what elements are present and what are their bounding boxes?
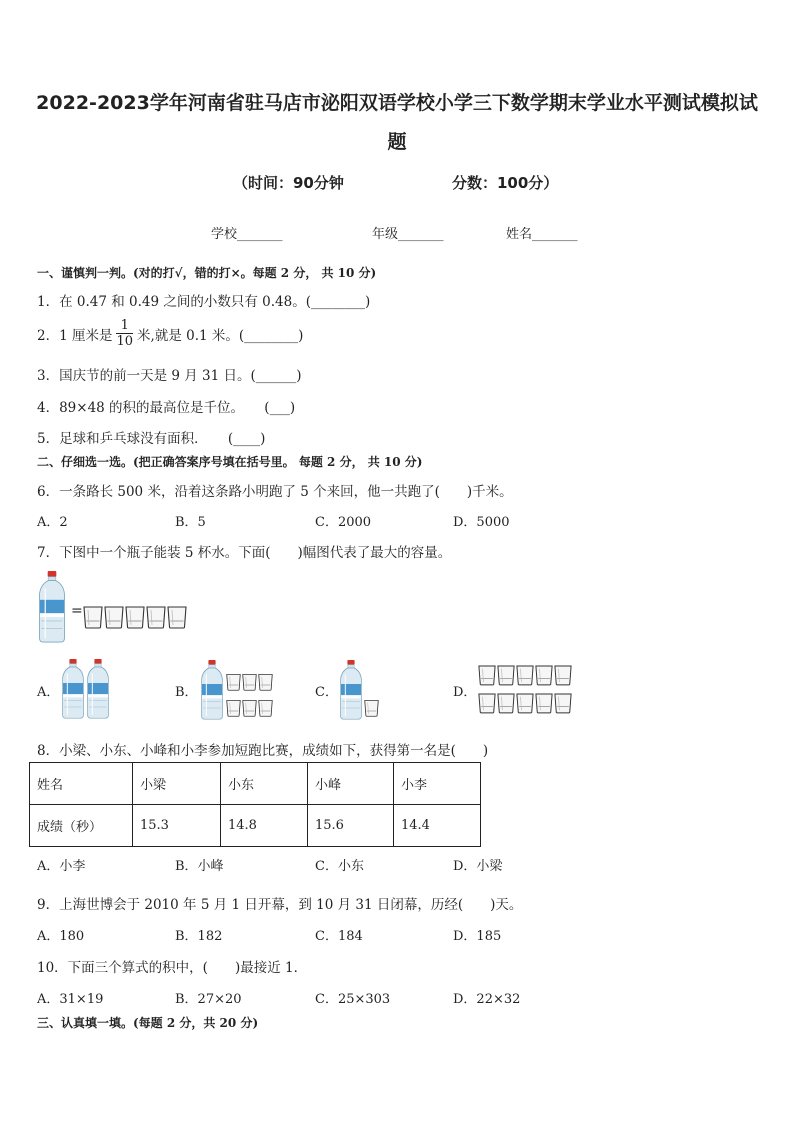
- q10-option-c: C．25×303: [315, 992, 391, 1007]
- q10-option-b: B．27×20: [175, 992, 242, 1007]
- score-label: 分数：100分）: [452, 174, 559, 192]
- table-header-cell: 小李: [394, 763, 481, 805]
- fraction-denominator: 10: [116, 334, 134, 349]
- table-header-cell: 姓名: [30, 763, 133, 805]
- table-cell: 成绩（秒）: [30, 805, 133, 847]
- ten-cups-illustration: [478, 664, 574, 718]
- bottle-equals-five-cups-illustration: [37, 571, 197, 643]
- results-table: [29, 762, 481, 847]
- q7-option-b-image: [198, 659, 278, 725]
- q8-option-d: D．小梁: [453, 859, 503, 874]
- q7-option-a-label: A．: [37, 685, 60, 700]
- page-title-line1: 2022-2023学年河南省驻马店市泌阳双语学校小学三下数学期末学业水平测试模拟试: [36, 92, 758, 114]
- table-cell: 14.8: [221, 805, 308, 847]
- table-header-cell: 小东: [221, 763, 308, 805]
- question-8: 8．小梁、小东、小峰和小李参加短跑比赛，成绩如下，获得第一名是( ): [37, 743, 489, 759]
- q9-option-d: D．185: [453, 929, 502, 944]
- q7-option-c-label: C．: [315, 685, 338, 700]
- table-row: [30, 805, 481, 847]
- equals-sign: =: [71, 603, 83, 619]
- q8-option-b: B．小峰: [175, 859, 224, 874]
- grade-field: 年级_______: [372, 227, 444, 242]
- question-1: 1．在 0.47 和 0.49 之间的小数只有 0.48。(________): [37, 294, 371, 310]
- question-2-post: 米,就是 0.1 米。(________): [137, 327, 304, 344]
- q9-option-c: C．184: [315, 929, 363, 944]
- name-field: 姓名_______: [506, 227, 578, 242]
- q7-option-b-label: B．: [175, 685, 198, 700]
- q6-option-a: A．2: [37, 515, 68, 530]
- q7-option-d-image: [478, 664, 574, 722]
- time-label: （时间：90分钟: [233, 174, 344, 192]
- table-cell: 15.3: [133, 805, 221, 847]
- q8-option-a: A．小李: [37, 859, 86, 874]
- q9-option-a: A．180: [37, 929, 85, 944]
- question-2: [37, 318, 303, 349]
- question-5: 5．足球和乒乓球没有面积． (____): [37, 431, 266, 447]
- q7-reference-image: [37, 571, 197, 647]
- q7-option-a-image: [59, 659, 111, 723]
- bottle-and-one-cup-illustration: [337, 659, 387, 721]
- q7-option-d-label: D．: [453, 685, 477, 700]
- fraction: [116, 318, 133, 349]
- school-field: 学校_______: [211, 227, 283, 242]
- table-cell: 15.6: [308, 805, 394, 847]
- q7-option-c-image: [337, 659, 387, 725]
- table-header-cell: 小峰: [308, 763, 394, 805]
- question-10: 10．下面三个算式的积中，( )最接近 1．: [37, 960, 308, 976]
- q10-option-a: A．31×19: [37, 992, 104, 1007]
- page-title-line2: 题: [387, 131, 407, 153]
- q6-option-d: D．5000: [453, 515, 510, 530]
- table-header-cell: 小梁: [133, 763, 221, 805]
- fraction-numerator: 1: [116, 318, 133, 334]
- table-cell: 14.4: [394, 805, 481, 847]
- question-3: 3．国庆节的前一天是 9 月 31 日。(______): [37, 368, 302, 384]
- section3-heading: 三、认真填一填。(每题 2 分，共 20 分): [37, 1016, 259, 1030]
- section2-heading: 二、仔细选一选。(把正确答案序号填在括号里。 每题 2 分， 共 10 分): [37, 455, 423, 469]
- q6-option-b: B．5: [175, 515, 206, 530]
- q6-option-c: C．2000: [315, 515, 372, 530]
- q9-option-b: B．182: [175, 929, 223, 944]
- bottle-and-six-cups-illustration: [198, 659, 278, 721]
- table-header-row: [30, 763, 481, 805]
- question-6: 6．一条路长 500 米，沿着这条路小明跑了 5 个来回，他一共跑了( )千米。: [37, 484, 513, 500]
- question-4: 4．89×48 的积的最高位是千位。 (___): [37, 400, 296, 416]
- section1-heading: 一、谨慎判一判。(对的打√，错的打×。每题 2 分， 共 10 分): [37, 266, 377, 280]
- two-bottles-illustration: [59, 659, 111, 719]
- q8-option-c: C．小东: [315, 859, 364, 874]
- question-9: 9．上海世博会于 2010 年 5 月 1 日开幕，到 10 月 31 日闭幕，历经( )天。: [37, 897, 523, 913]
- question-2-pre: 2．1 厘米是: [37, 327, 113, 344]
- q10-option-d: D．22×32: [453, 992, 521, 1007]
- question-7: 7．下图中一个瓶子能装 5 杯水。下面( )幅图代表了最大的容量。: [37, 545, 452, 561]
